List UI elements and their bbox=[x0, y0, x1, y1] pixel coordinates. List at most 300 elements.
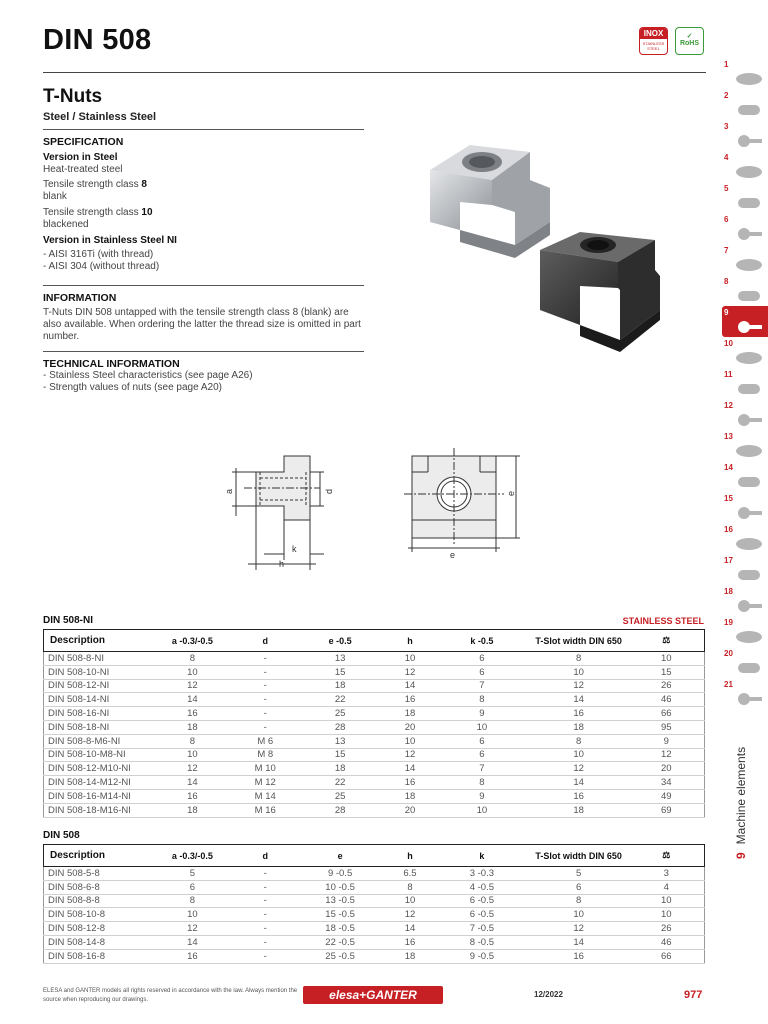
table-cell: 9 bbox=[435, 789, 529, 803]
chapter-tab-number: 10 bbox=[724, 339, 733, 348]
table-header-row bbox=[44, 845, 705, 867]
part-number-cell: DIN 508-14-NI bbox=[44, 693, 150, 707]
table-din508-ni bbox=[43, 629, 705, 818]
chapter-tab-11[interactable] bbox=[722, 368, 768, 399]
rohs-badge-label: RoHS bbox=[679, 40, 700, 47]
table-cell: 25 bbox=[295, 789, 385, 803]
chapter-tab-17[interactable] bbox=[722, 554, 768, 585]
table-row bbox=[44, 908, 705, 922]
column-header: T-Slot width DIN 650 bbox=[529, 845, 629, 867]
chapter-tab-number: 7 bbox=[724, 246, 729, 255]
column-header: e -0.5 bbox=[295, 630, 385, 652]
table-cell: - bbox=[235, 707, 295, 721]
table-cell: 14 bbox=[529, 935, 629, 949]
table-cell: 18 bbox=[295, 762, 385, 776]
table-cell: 8 bbox=[149, 734, 235, 748]
table-cell: 6 bbox=[435, 652, 529, 666]
chapter-thumbnail-icon bbox=[732, 659, 766, 676]
chapter-caption-number: 9 bbox=[734, 852, 748, 859]
check-icon: ✓ bbox=[686, 33, 693, 40]
table-cell: 10 bbox=[629, 652, 705, 666]
column-header: k bbox=[435, 845, 529, 867]
steel-version-heading: Version in Steel bbox=[43, 152, 118, 163]
chapter-tab-number: 18 bbox=[724, 587, 733, 596]
chapter-thumbnail-icon bbox=[732, 628, 766, 645]
table-cell: 14 bbox=[149, 693, 235, 707]
column-header: a -0.3/-0.5 bbox=[149, 630, 235, 652]
table-cell: 16 bbox=[385, 776, 435, 790]
product-name: T-Nuts bbox=[43, 86, 103, 107]
table-cell: 15 -0.5 bbox=[295, 908, 385, 922]
chapter-tab-7[interactable] bbox=[722, 244, 768, 275]
table-cell: 6 bbox=[529, 880, 629, 894]
chapter-tab-number: 12 bbox=[724, 401, 733, 410]
table-row bbox=[44, 776, 705, 790]
table-cell: 16 bbox=[149, 707, 235, 721]
part-number-cell: DIN 508-5-8 bbox=[44, 867, 150, 881]
table-cell: 10 -0.5 bbox=[295, 880, 385, 894]
table-cell: 12 bbox=[385, 908, 435, 922]
steel-tnut bbox=[430, 145, 550, 258]
chapter-tab-number: 6 bbox=[724, 215, 729, 224]
table-cell: 10 bbox=[529, 908, 629, 922]
table-row bbox=[44, 693, 705, 707]
table-cell: 6 bbox=[435, 748, 529, 762]
table-cell: - bbox=[235, 679, 295, 693]
table-cell: 12 bbox=[529, 762, 629, 776]
table-cell: M 16 bbox=[235, 803, 295, 817]
table-row bbox=[44, 894, 705, 908]
technical-section bbox=[43, 351, 364, 394]
product-material: Steel / Stainless Steel bbox=[43, 111, 157, 123]
class10-text: Tensile strength class bbox=[43, 207, 142, 218]
table-row bbox=[44, 935, 705, 949]
table-cell: 18 bbox=[149, 720, 235, 734]
stainless-line-1: - AISI 316Ti (with thread) bbox=[43, 249, 154, 260]
table-cell: 16 bbox=[529, 707, 629, 721]
table-cell: 16 bbox=[529, 949, 629, 963]
column-header: e bbox=[295, 845, 385, 867]
table-cell: 12 bbox=[149, 762, 235, 776]
table-cell: 15 bbox=[295, 748, 385, 762]
table-cell: 18 bbox=[529, 803, 629, 817]
part-number-cell: DIN 508-8-NI bbox=[44, 652, 150, 666]
table-cell: 26 bbox=[629, 922, 705, 936]
table-cell: 46 bbox=[629, 693, 705, 707]
table-cell: 13 -0.5 bbox=[295, 894, 385, 908]
chapter-thumbnail-icon bbox=[732, 101, 766, 118]
chapter-thumbnail-icon bbox=[732, 690, 766, 707]
table-cell: 4 -0.5 bbox=[435, 880, 529, 894]
chapter-tab-number: 21 bbox=[724, 680, 733, 689]
table-cell: 22 bbox=[295, 776, 385, 790]
table-cell: M 6 bbox=[235, 734, 295, 748]
part-number-cell: DIN 508-12-8 bbox=[44, 922, 150, 936]
table-cell: 6 bbox=[435, 665, 529, 679]
dim-d-label: d bbox=[324, 488, 334, 494]
table-cell: 14 bbox=[149, 776, 235, 790]
table-row bbox=[44, 867, 705, 881]
rohs-badge bbox=[675, 27, 704, 55]
chapter-tab-number: 14 bbox=[724, 463, 733, 472]
footer-date: 12/2022 bbox=[534, 990, 563, 999]
table-cell: 5 bbox=[149, 867, 235, 881]
table-cell: 6 -0.5 bbox=[435, 894, 529, 908]
chapter-tab-18[interactable] bbox=[722, 585, 768, 616]
weight-icon: ⚖ bbox=[629, 845, 705, 867]
column-header: d bbox=[235, 845, 295, 867]
part-number-cell: DIN 508-14-M12-NI bbox=[44, 776, 150, 790]
steel-material-line: Heat-treated steel bbox=[43, 164, 123, 175]
part-number-cell: DIN 508-12-M10-NI bbox=[44, 762, 150, 776]
chapter-caption-text: Machine elements bbox=[734, 746, 748, 845]
chapter-tab-4[interactable] bbox=[722, 151, 768, 182]
table-row bbox=[44, 803, 705, 817]
chapter-thumbnail-icon bbox=[732, 380, 766, 397]
column-header: Description bbox=[44, 630, 150, 652]
chapter-tab-12[interactable] bbox=[722, 399, 768, 430]
column-header: h bbox=[385, 845, 435, 867]
technical-heading: TECHNICAL INFORMATION bbox=[43, 358, 180, 370]
part-number-cell: DIN 508-18-M16-NI bbox=[44, 803, 150, 817]
chapter-tab-number: 4 bbox=[724, 153, 729, 162]
table-header-row bbox=[44, 630, 705, 652]
table-cell: 95 bbox=[629, 720, 705, 734]
table-row bbox=[44, 949, 705, 963]
table-cell: 8 bbox=[529, 894, 629, 908]
chapter-thumbnail-icon bbox=[732, 504, 766, 521]
table-ni-label: DIN 508-NI bbox=[43, 615, 94, 626]
chapter-tab-number: 19 bbox=[724, 618, 733, 627]
page-number: 977 bbox=[684, 989, 703, 1001]
table-cell: 18 bbox=[385, 789, 435, 803]
table-cell: 14 bbox=[385, 922, 435, 936]
table-cell: 12 bbox=[529, 922, 629, 936]
table-cell: 4 bbox=[629, 880, 705, 894]
chapter-thumbnail-icon bbox=[732, 597, 766, 614]
page-title: DIN 508 bbox=[43, 24, 152, 56]
table-cell: 15 bbox=[629, 665, 705, 679]
information-text: T-Nuts DIN 508 untapped with the tensile strength class 8 (blank) are also available. When ordering the latter the thread size is omitted in part number. bbox=[43, 307, 361, 342]
section-divider bbox=[43, 351, 364, 352]
table-cell: 12 bbox=[529, 679, 629, 693]
table-cell: M 14 bbox=[235, 789, 295, 803]
table-row bbox=[44, 748, 705, 762]
table-cell: 16 bbox=[529, 789, 629, 803]
table-cell: 28 bbox=[295, 803, 385, 817]
dim-e-horizontal-label: e bbox=[450, 550, 456, 560]
stainless-version-heading: Version in Stainless Steel NI bbox=[43, 235, 177, 246]
table-cell: 66 bbox=[629, 707, 705, 721]
chapter-tab-6[interactable] bbox=[722, 213, 768, 244]
column-header: k -0.5 bbox=[435, 630, 529, 652]
table-cell: - bbox=[235, 922, 295, 936]
chapter-thumbnail-icon bbox=[732, 535, 766, 552]
table-cell: 12 bbox=[385, 748, 435, 762]
table-cell: 8 bbox=[385, 880, 435, 894]
table-cell: 8 bbox=[149, 894, 235, 908]
class8-text: Tensile strength class bbox=[43, 179, 142, 190]
chapter-tab-16[interactable] bbox=[722, 523, 768, 554]
chapter-thumbnail-icon bbox=[732, 287, 766, 304]
table-cell: 10 bbox=[149, 908, 235, 922]
chapter-tab-15[interactable] bbox=[722, 492, 768, 523]
chapter-tab-19[interactable] bbox=[722, 616, 768, 647]
chapter-tab-number: 11 bbox=[724, 370, 733, 379]
part-number-cell: DIN 508-10-M8-NI bbox=[44, 748, 150, 762]
table-cell: 6 -0.5 bbox=[435, 908, 529, 922]
table-cell: 15 bbox=[295, 665, 385, 679]
brand-logo: elesa+GANTER bbox=[303, 986, 443, 1004]
table-cell: 10 bbox=[629, 908, 705, 922]
column-header: T-Slot width DIN 650 bbox=[529, 630, 629, 652]
table-cell: 13 bbox=[295, 734, 385, 748]
table-cell: 18 bbox=[295, 679, 385, 693]
chapter-thumbnail-icon bbox=[732, 225, 766, 242]
table-cell: 3 bbox=[629, 867, 705, 881]
information-heading: INFORMATION bbox=[43, 292, 117, 304]
inox-badge-label: INOX bbox=[640, 28, 667, 39]
chapter-index bbox=[722, 58, 768, 709]
dim-k-label: k bbox=[292, 544, 297, 554]
table-cell: - bbox=[235, 720, 295, 734]
table-cell: - bbox=[235, 949, 295, 963]
part-number-cell: DIN 508-14-8 bbox=[44, 935, 150, 949]
table-cell: - bbox=[235, 935, 295, 949]
table-row bbox=[44, 880, 705, 894]
table-cell: 10 bbox=[149, 665, 235, 679]
inox-badge bbox=[639, 27, 668, 55]
table-cell: 14 bbox=[385, 679, 435, 693]
table-cell: - bbox=[235, 908, 295, 922]
table-cell: 8 bbox=[529, 652, 629, 666]
table-cell: 10 bbox=[149, 748, 235, 762]
table-cell: 8 -0.5 bbox=[435, 935, 529, 949]
table-row bbox=[44, 789, 705, 803]
table-cell: 18 -0.5 bbox=[295, 922, 385, 936]
technical-line-2: - Strength values of nuts (see page A20) bbox=[43, 382, 222, 393]
column-header: h bbox=[385, 630, 435, 652]
table-cell: 20 bbox=[385, 720, 435, 734]
product-photo bbox=[420, 140, 665, 360]
inox-badge-sub: STAINLESS STEEL bbox=[642, 41, 665, 51]
table-cell: 20 bbox=[385, 803, 435, 817]
table-cell: 18 bbox=[529, 720, 629, 734]
column-header: a -0.3/-0.5 bbox=[149, 845, 235, 867]
table-row bbox=[44, 679, 705, 693]
table-cell: 26 bbox=[629, 679, 705, 693]
chapter-tab-number: 16 bbox=[724, 525, 733, 534]
class10-line bbox=[43, 207, 364, 219]
chapter-thumbnail-icon bbox=[732, 566, 766, 583]
table-row bbox=[44, 734, 705, 748]
table-cell: M 12 bbox=[235, 776, 295, 790]
chapter-tab-20[interactable] bbox=[722, 647, 768, 678]
chapter-tab-number: 20 bbox=[724, 649, 733, 658]
table-cell: 8 bbox=[435, 776, 529, 790]
class8-finish: blank bbox=[43, 191, 67, 202]
class8-line bbox=[43, 179, 364, 191]
table-row bbox=[44, 665, 705, 679]
table-cell: 7 bbox=[435, 762, 529, 776]
table-cell: 20 bbox=[629, 762, 705, 776]
title-divider bbox=[43, 72, 706, 73]
table-cell: - bbox=[235, 867, 295, 881]
table-cell: 9 bbox=[629, 734, 705, 748]
table-cell: 3 -0.3 bbox=[435, 867, 529, 881]
specification-section bbox=[43, 129, 364, 273]
chapter-tab-number: 1 bbox=[724, 60, 729, 69]
stainless-steel-tag: STAINLESS STEEL bbox=[622, 616, 704, 626]
table-cell: 5 bbox=[529, 867, 629, 881]
chapter-thumbnail-icon bbox=[732, 318, 766, 335]
part-number-cell: DIN 508-8-8 bbox=[44, 894, 150, 908]
chapter-tab-number: 5 bbox=[724, 184, 729, 193]
table-row bbox=[44, 652, 705, 666]
table-cell: - bbox=[235, 894, 295, 908]
chapter-tab-number: 15 bbox=[724, 494, 733, 503]
chapter-thumbnail-icon bbox=[732, 349, 766, 366]
table-cell: - bbox=[235, 652, 295, 666]
dim-e-vertical-label: e bbox=[506, 490, 516, 496]
table-cell: 69 bbox=[629, 803, 705, 817]
part-number-cell: DIN 508-16-M14-NI bbox=[44, 789, 150, 803]
chapter-caption bbox=[728, 735, 750, 865]
table-cell: 10 bbox=[529, 665, 629, 679]
table-cell: 14 bbox=[529, 693, 629, 707]
chapter-tab-number: 2 bbox=[724, 91, 729, 100]
chapter-tab-21[interactable] bbox=[722, 678, 768, 709]
chapter-tab-5[interactable] bbox=[722, 182, 768, 213]
chapter-tab-3[interactable] bbox=[722, 120, 768, 151]
table-cell: 10 bbox=[529, 748, 629, 762]
table-cell: 12 bbox=[629, 748, 705, 762]
class10-number: 10 bbox=[141, 207, 153, 218]
technical-drawing bbox=[224, 448, 534, 576]
table-cell: 8 bbox=[435, 693, 529, 707]
chapter-thumbnail-icon bbox=[732, 70, 766, 87]
column-header: d bbox=[235, 630, 295, 652]
stainless-line-2: - AISI 304 (without thread) bbox=[43, 261, 160, 272]
table-cell: 10 bbox=[385, 734, 435, 748]
weight-icon: ⚖ bbox=[629, 630, 705, 652]
table-row bbox=[44, 762, 705, 776]
specification-heading: SPECIFICATION bbox=[43, 136, 124, 148]
table-cell: 16 bbox=[385, 693, 435, 707]
table-cell: 22 bbox=[295, 693, 385, 707]
table-cell: 10 bbox=[435, 720, 529, 734]
chapter-thumbnail-icon bbox=[732, 256, 766, 273]
chapter-tab-9[interactable] bbox=[722, 306, 768, 337]
table-row bbox=[44, 707, 705, 721]
table-cell: 22 -0.5 bbox=[295, 935, 385, 949]
part-number-cell: DIN 508-8-M6-NI bbox=[44, 734, 150, 748]
table-cell: 25 bbox=[295, 707, 385, 721]
chapter-thumbnail-icon bbox=[732, 194, 766, 211]
table-cell: - bbox=[235, 665, 295, 679]
table-cell: 28 bbox=[295, 720, 385, 734]
table-cell: 13 bbox=[295, 652, 385, 666]
table-cell: 14 bbox=[385, 762, 435, 776]
class10-finish: blackened bbox=[43, 219, 89, 230]
chapter-thumbnail-icon bbox=[732, 132, 766, 149]
table-cell: 6 bbox=[435, 734, 529, 748]
part-number-cell: DIN 508-10-NI bbox=[44, 665, 150, 679]
chapter-tab-13[interactable] bbox=[722, 430, 768, 461]
table-cell: 46 bbox=[629, 935, 705, 949]
table-cell: 9 bbox=[435, 707, 529, 721]
table-cell: 6 bbox=[149, 880, 235, 894]
table-cell: 16 bbox=[149, 949, 235, 963]
part-number-cell: DIN 508-16-NI bbox=[44, 707, 150, 721]
part-number-cell: DIN 508-16-8 bbox=[44, 949, 150, 963]
chapter-thumbnail-icon bbox=[732, 473, 766, 490]
table-cell: 14 bbox=[149, 935, 235, 949]
table-cell: 10 bbox=[385, 894, 435, 908]
section-divider bbox=[43, 129, 364, 130]
table-cell: 12 bbox=[149, 922, 235, 936]
chapter-tab-1[interactable] bbox=[722, 58, 768, 89]
table-cell: 12 bbox=[149, 679, 235, 693]
column-header: Description bbox=[44, 845, 150, 867]
table-row bbox=[44, 922, 705, 936]
table-cell: 18 bbox=[385, 949, 435, 963]
footer-copyright: ELESA and GANTER models all rights reserved in accordance with the law. Always mention the source when reproducing our drawings. bbox=[43, 988, 298, 1003]
table-cell: 9 -0.5 bbox=[295, 867, 385, 881]
dim-h-label: h bbox=[279, 559, 285, 569]
table-cell: 7 bbox=[435, 679, 529, 693]
table-cell: M 10 bbox=[235, 762, 295, 776]
table-cell: 49 bbox=[629, 789, 705, 803]
table-cell: 10 bbox=[629, 894, 705, 908]
table-cell: 18 bbox=[149, 803, 235, 817]
chapter-tab-10[interactable] bbox=[722, 337, 768, 368]
part-number-cell: DIN 508-12-NI bbox=[44, 679, 150, 693]
blackened-tnut bbox=[540, 232, 660, 352]
table-cell: 14 bbox=[529, 776, 629, 790]
table-cell: 34 bbox=[629, 776, 705, 790]
chapter-tab-8[interactable] bbox=[722, 275, 768, 306]
chapter-tab-number: 8 bbox=[724, 277, 729, 286]
chapter-tab-number: 3 bbox=[724, 122, 729, 131]
table-cell: 25 -0.5 bbox=[295, 949, 385, 963]
part-number-cell: DIN 508-10-8 bbox=[44, 908, 150, 922]
table-cell: 9 -0.5 bbox=[435, 949, 529, 963]
table-cell: 10 bbox=[385, 652, 435, 666]
part-number-cell: DIN 508-6-8 bbox=[44, 880, 150, 894]
table-cell: 8 bbox=[529, 734, 629, 748]
table-cell: 16 bbox=[149, 789, 235, 803]
table-cell: 7 -0.5 bbox=[435, 922, 529, 936]
chapter-thumbnail-icon bbox=[732, 411, 766, 428]
section-divider bbox=[43, 285, 364, 286]
part-number-cell: DIN 508-18-NI bbox=[44, 720, 150, 734]
chapter-tab-2[interactable] bbox=[722, 89, 768, 120]
table-cell: 12 bbox=[385, 665, 435, 679]
table-row bbox=[44, 720, 705, 734]
chapter-tab-number: 13 bbox=[724, 432, 733, 441]
table-steel-label: DIN 508 bbox=[43, 830, 80, 841]
chapter-tab-14[interactable] bbox=[722, 461, 768, 492]
table-cell: 16 bbox=[385, 935, 435, 949]
table-din508 bbox=[43, 844, 705, 964]
table-cell: 10 bbox=[435, 803, 529, 817]
table-cell: M 8 bbox=[235, 748, 295, 762]
table-cell: 66 bbox=[629, 949, 705, 963]
table-cell: 8 bbox=[149, 652, 235, 666]
information-section bbox=[43, 285, 364, 343]
table-cell: 6.5 bbox=[385, 867, 435, 881]
